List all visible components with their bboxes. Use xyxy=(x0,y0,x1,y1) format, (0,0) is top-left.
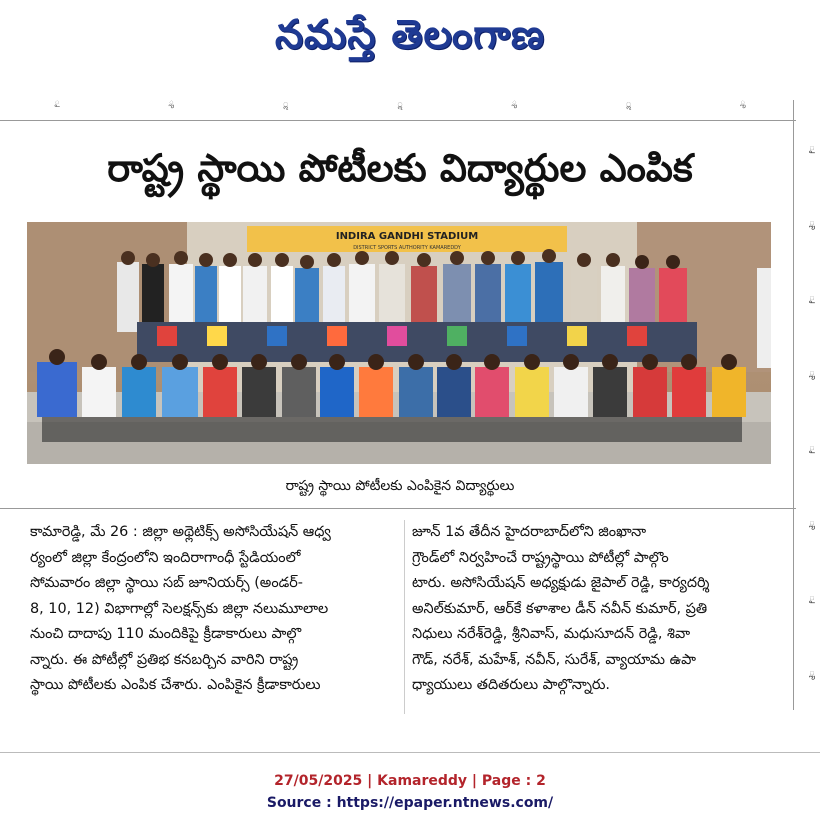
body-line: అనిల్‌కుమార్, ఆర్‌కే కళాశాల డీన్ నవీన్ కుమార్, ప్రతి xyxy=(412,600,708,617)
banner-subtext: DISTRICT SPORTS AUTHORITY KAMAREDDY xyxy=(353,245,461,251)
newspaper-title: నమస్తే తెలంగాణ xyxy=(274,12,546,58)
footer-source-link[interactable]: Source : https://epaper.ntnews.com/ xyxy=(266,795,554,811)
body-line: ధ్యాయులు తదితరులు పాల్గొన్నారు. xyxy=(412,677,611,693)
cut-text-strip xyxy=(0,96,800,110)
body-line: ర్యంలో జిల్లా కేంద్రంలోని ఇందిరాగాంధీ స్టేడియంలో xyxy=(30,549,301,566)
footer-divider xyxy=(0,752,820,753)
stadium-group-photo-image xyxy=(27,222,771,464)
cut-text-fragment: ౖ xyxy=(54,97,60,107)
cut-text-fragment: ౢ xyxy=(168,97,174,107)
group-photo xyxy=(27,222,771,464)
body-line: నుంచి దాదాపు 110 మందికిపై క్రీడాకారులు పాల్గొ xyxy=(30,626,302,642)
cut-text-fragment: ॢ xyxy=(397,99,403,110)
body-line: నిధులు నరేశ్‌రెడ్డి, శ్రీనివాస్, మధుసూదన్ రెడ్డి, శివా xyxy=(412,626,691,642)
body-line: స్థాయి పోటీలకు ఎంపిక చేశారు. ఎంపికైన క్రీడాకారులు xyxy=(30,677,321,693)
article-body-right-column xyxy=(412,520,782,720)
banner-text: INDIRA GANDHI STADIUM xyxy=(335,231,479,242)
footer xyxy=(0,770,820,814)
article-body-left-column xyxy=(30,520,396,720)
caption-divider xyxy=(0,508,796,509)
right-column-divider xyxy=(793,100,794,710)
body-line: 8, 10, 12) విభాగాల్లో సెలక్షన్స్‌కు జిల్లా నలుమూలాల xyxy=(30,600,329,617)
body-line: టారు. అసోసియేషన్ అధ్యక్షుడు జైపాల్ రెడ్డి, కార్యదర్శి xyxy=(412,575,710,591)
cut-text-fragment: ॢ xyxy=(625,99,632,110)
cut-text-fragment: ౢ xyxy=(511,97,517,107)
photo-caption: రాష్ట్ర స్థాయి పోటీలకు ఎంపికైన విద్యార్థులు xyxy=(285,477,515,494)
body-line: న్నారు. ఈ పోటీల్లో ప్రతిభ కనబర్చిన వారిని రాష్ట్ర xyxy=(30,651,299,668)
cut-text-fragment: ॢ xyxy=(282,99,289,110)
body-line: గ్రౌండ్‌లో నిర్వహించే రాష్ట్రస్థాయి పోటీల్లో పాల్గొం xyxy=(412,549,669,566)
footer-date-line: 27/05/2025 | Kamareddy | Page : 2 xyxy=(274,773,546,789)
body-line: కామారెడ్డి, మే 26 : జిల్లా అథ్లెటిక్స్ అసోసియేషన్ ఆధ్వ xyxy=(30,524,331,540)
column-separator xyxy=(404,520,405,714)
adjacent-column-edge: ౖ ౢ ౖ ౢ ౖ ౢ ౖ ౢ xyxy=(809,141,815,678)
body-line: గౌడ్, నరేశ్, మహేశ్, నవీన్, సురేశ్, వ్యాయామ ఉపా xyxy=(412,651,696,668)
body-line: సోమవారం జిల్లా స్థాయి సబ్ జూనియర్స్ (అండర్- xyxy=(30,575,303,591)
cut-text-fragment: ౢ xyxy=(740,97,746,107)
body-line: జూన్ 1వ తేదీన హైదరాబాద్‌లోని జింఖానా xyxy=(412,524,647,540)
top-divider xyxy=(0,120,796,121)
article-headline: రాష్ట్ర స్థాయి పోటీలకు విద్యార్థుల ఎంపిక xyxy=(107,146,693,190)
masthead xyxy=(0,0,820,80)
